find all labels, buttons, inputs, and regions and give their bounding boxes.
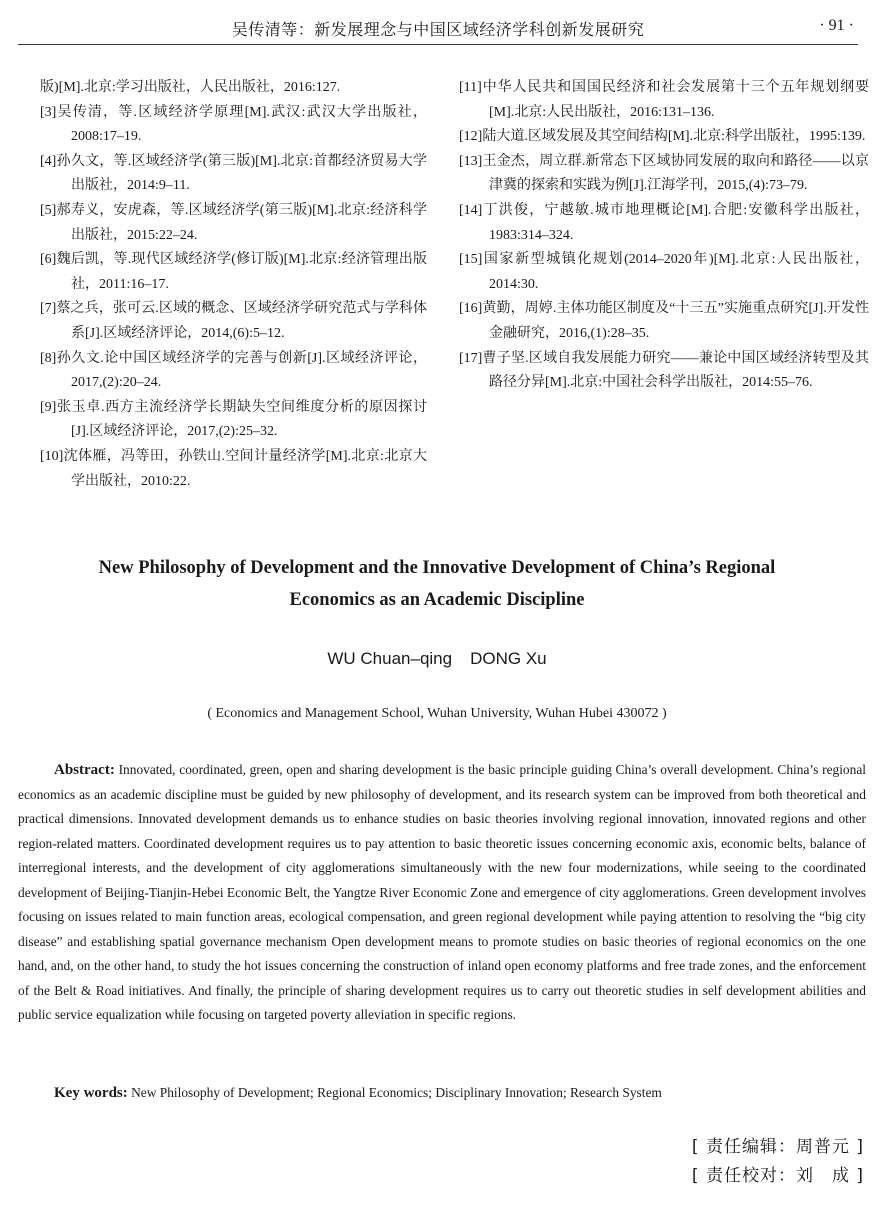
running-title: 吴传清等：新发展理念与中国区域经济学科创新发展研究 (231, 22, 645, 39)
abstract-label: Abstract: (54, 762, 115, 778)
keywords-label: Key words: (54, 1085, 128, 1101)
reference-item: 版)[M].北京:学习出版社，人民出版社，2016:127. (40, 80, 341, 95)
affiliation: ( Economics and Management School, Wuhan University, Wuhan Hubei 430072 ) (207, 706, 667, 721)
abstract-text: Innovated, coordinated, green, open and sharing development is the basic principle guiding China’s overall development. China’s regional economics as an academic discipline must be guided by new philosophy of development, and its research system can be improved from both theoretical and practical dimensions. Innovated development demands us to enhance studies on basic theories involving regional innovation, innovated regions and other region-related matters. Coordinated development requires us to pay attention to basic theoretic issues concerning economic axis, economic belts, balance of interregional interests, and the development of city agglomerations simultaneously with the new four modernizations, while seeing to the coordinated development of Beijing-Tianjin-Hebei Economic Belt, the Yangtze River Economic Zone and emergence of city agglomerations. Green development involves focusing on issues related to main function areas, ecological compensation, and green regional development while paying attention to resolving the “big city disease” and establishing spatial governance mechanism Open development means to promote studies on basic theories of regional economics on the one hand, and, on the other hand, to study the hot issues concerning the construction of inland open economy platforms and free trade zones, and the enforcement of the Belt & Road initiatives. And finally, the principle of sharing development requires us to carry out theoretic studies in self development abilities and public service equalization while focusing on targeted poverty alleviation in specific regions. (18, 762, 866, 1022)
reference-item: [13]王金杰，周立群.新常态下区域协同发展的取向和路径——以京津冀的探索和实践为例[J].江海学刊，2015,(4):73–79. (459, 153, 869, 194)
reference-item: [5]郝寿义，安虎森，等.区域经济学(第三版)[M].北京:经济科学出版社，2015:22–24. (40, 202, 427, 243)
responsible-editor: [ 责任编辑：周普元 ] (691, 1137, 864, 1157)
reference-item: [14]丁洪俊，宁越敏.城市地理概论[M].合肥:安徽科学出版社，1983:314–324. (459, 202, 869, 243)
reference-item: [9]张玉卓.西方主流经济学长期缺失空间维度分析的原因探讨[J].区域经济评论，2017,(2):25–32. (40, 399, 427, 440)
english-title (40, 552, 834, 616)
author-name: WU Chuan–qing (327, 649, 453, 668)
running-header (18, 14, 858, 45)
reference-item: [12]陆大道.区域发展及其空间结构[M].北京:科学出版社，1995:139. (459, 129, 866, 145)
responsible-proofreader: [ 责任校对：刘 成 ] (691, 1166, 864, 1186)
reference-item: [11]中华人民共和国国民经济和社会发展第十三个五年规划纲要[M].北京:人民出版社，2016:131–136. (459, 80, 869, 120)
reference-item: [7]蔡之兵，张可云.区域的概念、区域经济学研究范式与学科体系[J].区域经济评论，2014,(6):5–12. (40, 301, 427, 341)
english-keywords (54, 1081, 866, 1105)
english-authors (0, 649, 874, 669)
english-abstract (18, 758, 866, 1028)
english-title-line1: New Philosophy of Development and the Innovative Development of China’s Regional (98, 558, 776, 578)
reference-item: [6]魏后凯，等.现代区域经济学(修订版)[M].北京:经济管理出版社，2011:16–17. (40, 252, 427, 292)
reference-item: [4]孙久文，等.区域经济学(第三版)[M].北京:首都经济贸易大学出版社，2014:9–11. (40, 153, 427, 194)
references-left-column (40, 76, 427, 494)
reference-item: [15]国家新型城镇化规划(2014–2020年)[M].北京:人民出版社，2014:30. (459, 252, 869, 292)
reference-item: [10]沈体雁，冯等田，孙铁山.空间计量经济学[M].北京:北京大学出版社，2010:22. (40, 448, 427, 489)
editor-credits (692, 1133, 864, 1191)
reference-item: [8]孙久文.论中国区域经济学的完善与创新[J].区域经济评论，2017,(2):20–24. (40, 350, 427, 391)
keywords-text: New Philosophy of Development; Regional Economics; Disciplinary Innovation; Research System (131, 1085, 662, 1100)
page-number: · 91 · (819, 17, 854, 34)
reference-item: [3]吴传清，等.区域经济学原理[M].武汉:武汉大学出版社，2008:17–19. (40, 104, 427, 145)
english-title-line2: Economics as an Academic Discipline (289, 590, 585, 610)
reference-item: [16]黄勤，周婷.主体功能区制度及“十三五”实施重点研究[J].开发性金融研究，2016,(1):28–35. (459, 301, 869, 341)
references-right-column (459, 76, 869, 396)
reference-item: [17]曹子坚.区域自我发展能力研究——兼论中国区域经济转型及其路径分异[M].北京:中国社会科学出版社，2014:55–76. (459, 350, 869, 391)
author-name: DONG Xu (470, 649, 547, 668)
